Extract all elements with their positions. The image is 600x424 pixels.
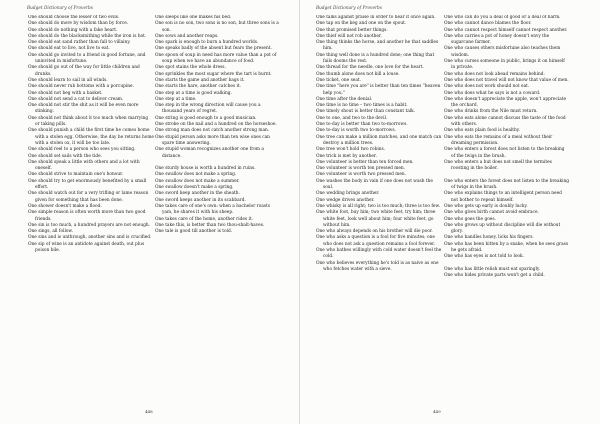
proverb-entry: One sip of wine is an antidote against death, out plus poison bile.	[28, 241, 145, 253]
proverb-entry: One who drinks from the Nile must return.	[444, 109, 538, 115]
proverb-entry: One should not stir the shit as it will be even more stinking.	[28, 103, 139, 115]
proverb-entry: One string is good enough to a good musician.	[155, 115, 257, 121]
proverb-entry: One who curses someone in public, brings it on himself in private.	[444, 59, 565, 71]
proverb-entry: One sleeps like one makes his bed.	[155, 15, 232, 20]
proverb-entry: One to-day is better than two to-morrows.	[316, 122, 408, 128]
proverb-entry: One thread for the needle, one love for the heart.	[316, 65, 424, 71]
proverb-entry: One stupid woman recognizes another one from a distance.	[155, 147, 264, 159]
proverb-entry: One sturdy house is worth a hundred in ruins.	[155, 166, 256, 172]
proverb-entry: One who does not travel will not know that value of men.	[444, 77, 569, 83]
proverb-entry: One who enters a forest does not listen to the breaking of the twigs in the brush.	[444, 147, 565, 159]
page-number: 448	[145, 409, 153, 414]
proverb-entry: One whisky is all right; two is too much; three is too few.	[316, 203, 441, 209]
proverb-entry: One should go out of the way for little children and drunks.	[28, 65, 140, 77]
proverb-entry: One who has been bitten by a snake, when he sees grass he gets afraid.	[444, 241, 569, 253]
proverb-entry: One white foot, buy him; two white feet, try him; three white feet, look well about him; four white feet, go without him.	[316, 210, 436, 228]
proverb-entry: One volunteer is worth ten pressed men.	[316, 166, 406, 172]
proverb-entry: One takes care of one's own: when a bachelor roasts yam, he shares it with his sheep.	[155, 203, 270, 216]
proverb-entry: One sword keep another in the sheath.	[155, 191, 240, 197]
proverb-entry: One wedding brings another.	[316, 191, 380, 197]
proverb-entry: One should never rub bottoms with a porcupine.	[28, 84, 134, 90]
proverb-entry: One sins and is unthrough, another sins and is crucified.	[28, 235, 152, 241]
proverb-entry: One takes care of the home, another rides it.	[155, 216, 253, 222]
proverb-entry: One who always depends on his brother will die poor.	[316, 229, 433, 235]
proverb-entry: One should try to get enormously benefited by a small effort.	[28, 178, 147, 191]
right-page	[300, 0, 600, 424]
proverb-entry: One sings, all follow.	[28, 229, 73, 235]
proverb-entry: One take this, is better than two thou-shalt-haves.	[155, 222, 265, 228]
proverb-entry: One son is no son, two sons is no son, but three sons is a son.	[155, 21, 279, 33]
proverb-entry: One spot stains the whole dress.	[155, 65, 226, 71]
proverb-entry: One should reel to a person who sees you sitting.	[28, 147, 136, 153]
proverb-entry: One sin is too much, a hundred prayers are not enough.	[28, 222, 151, 228]
proverb-entry: One who enters a hut does not smell the termites roosting in the boiler.	[444, 159, 552, 172]
proverb-entry: One who enters the forest does not listen to the breaking of twigs in the brush.	[444, 178, 570, 191]
proverb-entry: One stupid person asks more than ten wise ones can spare time answering.	[155, 134, 270, 146]
proverb-entry: One ticket, one seat.	[316, 77, 361, 83]
proverb-entry: One who has eyes is not told to look.	[444, 254, 524, 260]
running-head: Budget Dictionary of Proverbs	[316, 5, 382, 10]
proverb-entry: One wedge drives another.	[316, 197, 375, 203]
proverb-entry: One should choose the lesser of two evils.	[28, 15, 120, 20]
proverb-entry: One swallow doesn't make a spring.	[155, 185, 234, 191]
proverb-entry: One speaks badly of the absent but fears the present.	[155, 46, 272, 52]
proverb-entry: One should strive to maintain one's honour.	[28, 172, 124, 178]
proverb-entry: One simple reason is often worth more than two good friends.	[28, 210, 146, 222]
proverb-entry: One should eat sand rather than fall to villainy.	[28, 40, 131, 46]
proverb-entry: One who eats alone cannot discuss the taste of the food with others.	[444, 115, 566, 128]
proverb-entry: One who does what he says is not a coward.	[444, 90, 541, 96]
proverb-entry: One step at a time is good walking.	[155, 90, 232, 96]
proverb-entry: One to one, and two to the devil.	[316, 115, 388, 121]
proverb-entry: One tale is good till another is told.	[155, 229, 233, 235]
proverb-entry: One step in the wrong direction will cause you a thousand years of regret.	[155, 103, 261, 115]
proverb-entry: One thing well done is a hundred done; one thing that fails dooms the rest.	[316, 52, 435, 65]
proverb-column	[316, 15, 442, 411]
proverb-entry: One should eat to live, not live to eat.	[28, 46, 110, 52]
proverb-entry: One tap on the keg and one on the spout.	[316, 21, 407, 27]
proverb-entry: One thumb alone does not kill a louse.	[316, 71, 400, 77]
proverb-entry: One who cannot respect himself cannot respect another.	[444, 27, 568, 33]
proverb-entry: One should not send a cat to deliver cream.	[28, 96, 124, 102]
proverb-entry: One should speak a little with others and a lot with oneself.	[28, 159, 140, 172]
proverb-entry: One who grows up without discipline will die without glory.	[444, 222, 561, 235]
running-head: Budget Dictionary of Proverbs	[27, 5, 93, 10]
proverb-entry: One should go invited to a friend in good fortune, and uninvited in misfortune.	[28, 52, 146, 65]
proverb-entry: One spoon of soup in need has more value than a pot of soup when we have an abundance of food.	[155, 52, 277, 65]
proverb-entry: One strong man does not catch another strong man.	[155, 128, 270, 134]
proverb-entry: One who handles honey, licks his fingers.	[444, 235, 534, 241]
proverb-entry: One should learn to sail in all winds.	[28, 77, 108, 83]
proverb-entry: One sows and another reaps.	[155, 33, 219, 39]
proverb-entry: One who can do you a deal of good or a deal of harm.	[444, 15, 561, 20]
proverb-entry: One starts the hare, another catches it.	[155, 84, 241, 90]
proverb-entry: One swallow does not make a spring.	[155, 172, 237, 178]
proverb-entry: One shower doesn't make a flood.	[28, 203, 102, 209]
proverb-entry: One spark is enough to burn a hundred worlds.	[155, 40, 259, 46]
proverb-entry: One should do more by wisdom than by force.	[28, 21, 129, 27]
proverb-entry: One volunteer is better than ten forced men.	[316, 159, 414, 165]
proverb-entry: One sword keeps another in its scabbard.	[155, 197, 246, 203]
proverb-entry: One who carries a pot of honey doesn't envy the sugarcane farmer.	[444, 33, 550, 46]
proverb-entry: One who cannot dance blames the floor.	[444, 21, 532, 27]
page-number: 449	[433, 409, 441, 414]
proverb-entry: One should do the blacksmithing while the iron is hot.	[28, 33, 147, 39]
proverb-entry: One should do nothing with a fake heart.	[28, 27, 118, 33]
proverb-entry: One trick is met by another.	[316, 153, 377, 159]
proverb-entry: One stroke on the nail and a hundred on the horseshoe.	[155, 122, 277, 128]
proverb-entry: One who believes everything he's told is as naive as one who fetches water with a sieve.	[316, 260, 439, 272]
proverb-entry: One should punish a child the first time he comes home with a stolen egg. Otherwise, the day he returns home with a stolen ox, it will be too late.	[28, 128, 154, 146]
proverb-entry: One should watch out for a very trifling or lame reason given for something that has been done.	[28, 191, 149, 203]
proverb-entry: One talks against praise in order to hear it once again.	[316, 15, 436, 20]
proverb-entry: One tree can make a million matches, and one match can destroy a million trees.	[316, 134, 442, 146]
proverb-entry: One who does not look ahead remains behind.	[444, 71, 545, 77]
proverb-entry: One step at a time.	[155, 96, 197, 102]
proverb-entry: One timely shout is better than constant talk.	[316, 109, 416, 115]
proverb-entry: One tree won't hold two robins.	[316, 147, 386, 153]
proverb-entry: One who asks a question is a fool for five minutes; one who does not ask a question remains a fool forever.	[316, 235, 436, 247]
proverb-column	[28, 15, 154, 411]
proverb-entry: One should not beg with a basket.	[28, 90, 103, 96]
proverb-entry: One should set sails with the tide.	[28, 153, 103, 159]
proverb-entry: One washes the body in vain if one does not wash the soul.	[316, 178, 433, 191]
proverb-entry: One that promised better things.	[316, 27, 388, 33]
proverb-entry: One who gets up early is doubly lucky.	[444, 203, 528, 209]
proverb-entry: One who goes the goes.	[444, 216, 496, 222]
proverb-entry: One thing thinks the horse, and another he that saddles him.	[316, 40, 439, 52]
proverb-column	[155, 15, 281, 411]
proverb-entry: One swallow does not make a summer.	[155, 178, 240, 184]
proverb-entry: One who explains things to an intelligent person need not bother to repeat himself.	[444, 191, 562, 203]
proverb-entry: One to-day is worth two to-morrows.	[316, 128, 396, 134]
proverb-entry: One who eats the remains of a meal without their dreaming permission.	[444, 134, 553, 146]
proverb-entry: One who eats plain food is healthy.	[444, 128, 520, 134]
proverb-entry: One starts the game and another bags it.	[155, 77, 245, 83]
proverb-entry: One who doesn't appreciate the apple, won't appreciate the orchard.	[444, 96, 567, 109]
proverb-entry: One time "here you are" is better than ten times "heaven help you."	[316, 84, 441, 96]
proverb-entry: One who does not work should not eat.	[444, 84, 530, 90]
proverb-entry: One volunteer is worth two pressed men.	[316, 172, 407, 178]
proverb-entry: One who has little relish must eat sparingly.	[444, 266, 541, 272]
proverb-entry: One sprinkles the most sugar where the tart is burnt.	[155, 71, 272, 77]
proverb-entry: One should not think about it too much when marrying or taking pills.	[28, 115, 149, 128]
proverb-entry: One time after the denial.	[316, 96, 373, 102]
proverb-entry: One who bathes willingly with cold water doesn't feel the cold.	[316, 247, 442, 260]
proverb-entry: One thief will not rob another.	[316, 33, 382, 39]
proverb-entry: One who causes others misfortune also teaches them wisdom.	[444, 46, 561, 58]
proverb-entry: One who hides private parts won't get a child.	[444, 273, 545, 279]
proverb-entry: One who gives birth cannot avoid embrace.	[444, 210, 539, 216]
proverb-column	[444, 15, 570, 411]
proverb-entry: One time is no time – two times is a habit.	[316, 103, 408, 109]
